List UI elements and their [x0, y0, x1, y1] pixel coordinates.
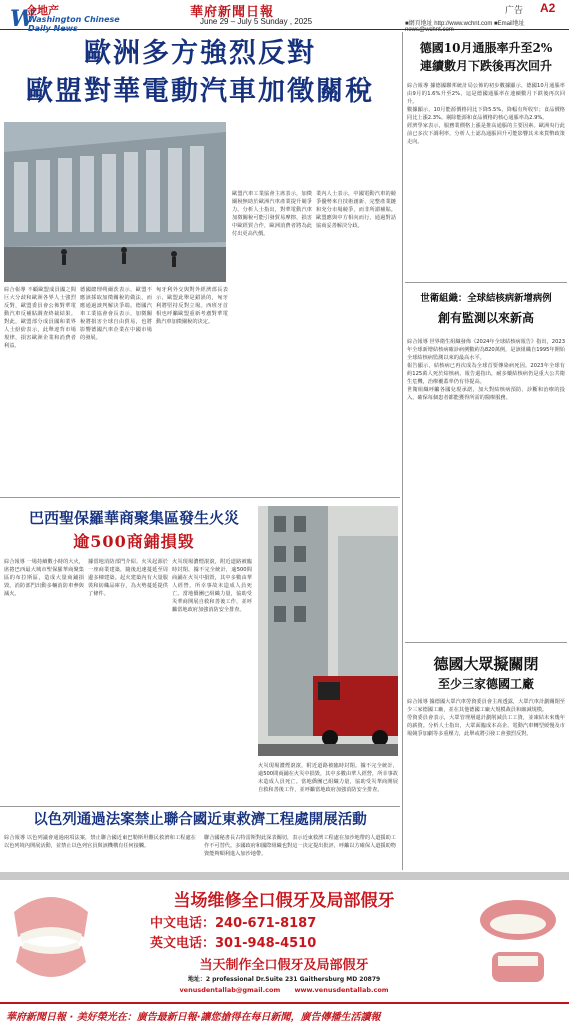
masthead [0, 0, 569, 33]
ad-phone-en-label: 英文电话： [150, 936, 216, 951]
article-inflation-headline-1: 德國10月通脹率升至2% [419, 41, 553, 55]
page-number: A2 [540, 1, 556, 15]
divider-3 [405, 282, 567, 283]
ad-phone-en[interactable]: 301-948-4510 [215, 936, 317, 951]
eu-building-illustration [4, 122, 226, 282]
article-eu-headline-1: 歐洲多方強烈反對 [84, 38, 316, 69]
logo-w-mark: W [10, 6, 35, 32]
article-vw-headline-2: 至少三家德國工廠 [437, 677, 534, 691]
article-tb-headline-1: 世衛組織：全球結核病新增病例 [420, 293, 552, 304]
article-eu-tariffs [0, 32, 400, 492]
article-brazil-para-2: 據當地消防部門介紹，火災起源於一座商業建築，隨後迅速蔓延至周邊多棟建築。起火建築內有大量服裝和紡織品庫存，為火勢蔓延提供了條件。 [88, 559, 168, 597]
article-eu-para-5: 業內人士表示，中國電動汽車的競爭優勢來自技術創新、完整產業鏈和充分市場競爭，而非所謂補貼。歐盟應與中方相向而行，通過對話協商妥善解決分歧。 [316, 191, 396, 229]
ad-web[interactable]: www.venusdentallab.com [294, 986, 389, 994]
article-inflation-headline-2: 連續數月下跌後再次回升 [419, 59, 552, 73]
article-brazil-fire [0, 500, 400, 810]
footer-banner [0, 1002, 569, 1024]
article-brazil-tail-text: 火災現場濃煙滾滾，附近道路被臨時封閉。據不完全統計，逾500間商鋪在火災中損毀，其中多數由華人經營，所幸事故未造成人員死亡。當地僑團已組織力量，協助受災華商開展自救和善後工作，並呼籲當地政府加強消防安全排查。 [258, 763, 398, 793]
article-brazil-col-2 [88, 558, 168, 772]
article-brazil-col-1 [4, 558, 84, 772]
article-eu-col-2 [80, 286, 152, 486]
article-inflation-para-2: 數據顯示，10月能源價格同比下降5.5%，降幅有所收窄；食品價格同比上漲2.3%。剔除能源和食品價格的核心通脹率為2.9%。 [407, 107, 565, 121]
article-eu-col-3 [156, 286, 228, 486]
article-unrwa-col-1 [4, 834, 196, 870]
ad-section-label: 广告 [505, 6, 524, 16]
paper-title: 華府新聞日報 [190, 5, 275, 20]
article-brazil-para-1: 綜合報導 一場持續數小時的大火，席捲巴西最大城市聖保羅華商聚集區的布拉斯區，造成大量商鋪損毀。消防部門出動多輛消防車參與滅火。 [4, 559, 84, 597]
article-brazil-headline-1: 巴西聖保羅華商聚集區發生火災 [28, 509, 239, 527]
article-unrwa-col-2 [204, 834, 396, 870]
article-unrwa-para-1: 綜合報導 以色列議會通過兩項法案，禁止聯合國近東巴勒斯坦難民救濟和工程處在以色列境內開展活動，並禁止以色列官員與該機構有任何接觸。 [4, 835, 196, 849]
article-eu-para-1: 綜合報導 不顧歐盟成員國之間巨大分歧和歐洲各界人士強烈反對，歐盟委員會公佈對華電動汽車反補貼調查終裁結果。對此，歐盟部分成員國和業界人士紛紛表示，此舉違背市場規律，損害歐洲企業和消費者利益。 [4, 287, 76, 349]
article-vw-para-2: 勞資委員會表示，大眾管理層還計劃削減員工工資，並凍結未來幾年的薪資。分析人士指出，大眾面臨成本高企、電動汽車轉型緩慢及市場競爭加劇等多重壓力，此舉或將引發工會強烈反對。 [407, 715, 565, 737]
fire-scene-illustration [258, 506, 398, 756]
article-eu-para-4: 歐盟汽車工業協會主席表示，加徵關稅無助於歐洲汽車產業提升競爭力。分析人士指出，對華電動汽車加徵關稅可能引發貿易摩擦，損害中歐經貿合作，歐洲消費者將為此付出更高代價。 [232, 191, 312, 237]
ad-phone-en-row [150, 932, 440, 951]
article-eu-para-3: 匈牙利外交與對外經濟部長表示，歐盟此舉是錯誤的，匈牙利將堅持反對立場。西班牙首相也呼籲歐盟重新考慮對華電動汽車加徵關稅的決定。 [156, 287, 228, 325]
article-brazil-para-3: 火災現場濃煙滾滾，附近道路被臨時封閉。據不完全統計，逾500間商鋪在火災中損毀，其中多數由華人經營，所幸事故未造成人員死亡。當地僑團已組織力量，協助受災華商開展自救和善後工作，並呼籲當地政府加強消防安全排查。 [172, 559, 252, 613]
denture-photo-right [472, 882, 564, 998]
denture-photo-left [6, 882, 96, 998]
ad-subtitle: 当天制作全口假牙及局部假牙 [199, 958, 369, 973]
article-unrwa-para-2: 聯合國秘書長古特雷斯對此深表關切，表示近東救濟工程處在加沙地帶的人道援助工作不可替代。多國政府和國際組織也對這一決定提出批評，呼籲以方確保人道援助物資能夠順利進入加沙地帶。 [204, 835, 396, 857]
article-who-tb [405, 288, 567, 628]
article-inflation-body [407, 82, 565, 276]
article-eu-col-4 [232, 190, 312, 486]
ad-contact-row [100, 986, 468, 994]
ad-phone-cn[interactable]: 240-671-8187 [215, 916, 317, 931]
ad-phone-cn-row [150, 912, 440, 931]
news-photo-brazil-fire [258, 506, 398, 756]
article-tb-para-1: 綜合報導 世界衛生組織發佈《2024年全球結核病報告》指出，2023年全球新增結核病確診病例數約為820萬例，是該組織自1995年開始全球結核病監測以來的最高水平。 [407, 339, 565, 361]
article-vw-headline-1: 德國大眾擬關閉 [433, 655, 539, 673]
article-germany-inflation [405, 36, 567, 276]
ad-address: 地址：2 professional Dr.Suite 231 Gaithersburg MD 20879 [187, 976, 381, 983]
article-unrwa [0, 808, 400, 870]
article-tb-body [407, 338, 565, 628]
ad-email[interactable]: venusdentallab@gmail.com [179, 986, 281, 994]
section-name: 金地产 [26, 4, 59, 17]
paper-logo [6, 2, 136, 33]
article-vw-para-1: 綜合報導 據德國大眾汽車勞資委員會主席透露，大眾汽車計劃關閉至少三家德國工廠，並在其他德國工廠大規模裁員和縮減規模。 [407, 699, 565, 713]
column-divider [402, 32, 403, 870]
article-tb-headline-2: 創有監測以來新高 [437, 311, 534, 325]
article-brazil-col-3 [172, 558, 252, 772]
article-unrwa-headline: 以色列通過法案禁止聯合國近東救濟工程處開展活動 [33, 811, 367, 828]
article-inflation-para-3: 經濟學家表示，服務業價格上漲是推高通脹的主要因素。歐洲央行此前已多次下調利率，分析人士認為通脹回升可能影響其未來貨幣政策走向。 [407, 123, 565, 145]
logo-english: Washington Chinese Daily News [28, 15, 120, 33]
contact-urls[interactable]: ■網頁地址 http://www.wchnt.com ■Email地址 news@wchnt.com [405, 21, 525, 33]
article-eu-headline-2: 歐盟對華電動汽車加徵關稅 [26, 76, 374, 107]
ad-title: 当场维修全口假牙及局部假牙 [173, 891, 395, 911]
article-eu-para-2: 德國總理朔爾茨表示，歐盟不應該採取加徵關稅的做法，而應通過談判解決爭端。德國汽車工業協會會長表示，加徵關稅將損害全球自由貿易，也將影響德國汽車企業在中國市場的發展。 [80, 287, 152, 341]
article-vw-body [407, 698, 565, 870]
divider-1 [0, 497, 400, 498]
divider-4 [405, 642, 567, 643]
news-photo-eu-building [4, 122, 226, 282]
ad-phone-cn-label: 中文电话： [150, 916, 216, 931]
article-brazil-tail [258, 762, 398, 802]
article-eu-col-5 [316, 190, 396, 486]
article-brazil-headline-2: 逾500商鋪損毀 [73, 532, 195, 551]
article-tb-para-2: 報告顯示，結核病已再次成為全球首要傳染病死因。2023年全球有約125萬人死於結核病。報告還指出，耐多藥結核病仍是重大公共衛生危機，治療覆蓋率仍有待提高。 [407, 363, 565, 385]
denture-ad[interactable] [0, 880, 569, 1002]
article-inflation-para-1: 綜合報導 據德國聯邦統計局公佈的初步數據顯示，德國10月通脹率由9月的1.6%升至2%，這是德國通脹率在連續數月下跌後再次回升。 [407, 83, 565, 105]
issue-date: June 29 – July 5 Sunday , 2025 [200, 17, 313, 26]
footer-slogan: 華府新聞日報 · 美好榮光在：廣告最新日報·讓您搶得在每日新聞，廣告傳播生活讀報 [6, 1012, 381, 1023]
article-eu-col-1 [4, 286, 76, 486]
ad-top-bar [0, 872, 569, 880]
article-tb-para-3: 世衛組織呼籲各國兌現承諾，加大對結核病預防、診斷和治療的投入，確保每個患者都能獲得所需的醫療服務。 [407, 387, 565, 401]
article-vw-plants [405, 650, 567, 870]
divider-2 [0, 806, 400, 807]
